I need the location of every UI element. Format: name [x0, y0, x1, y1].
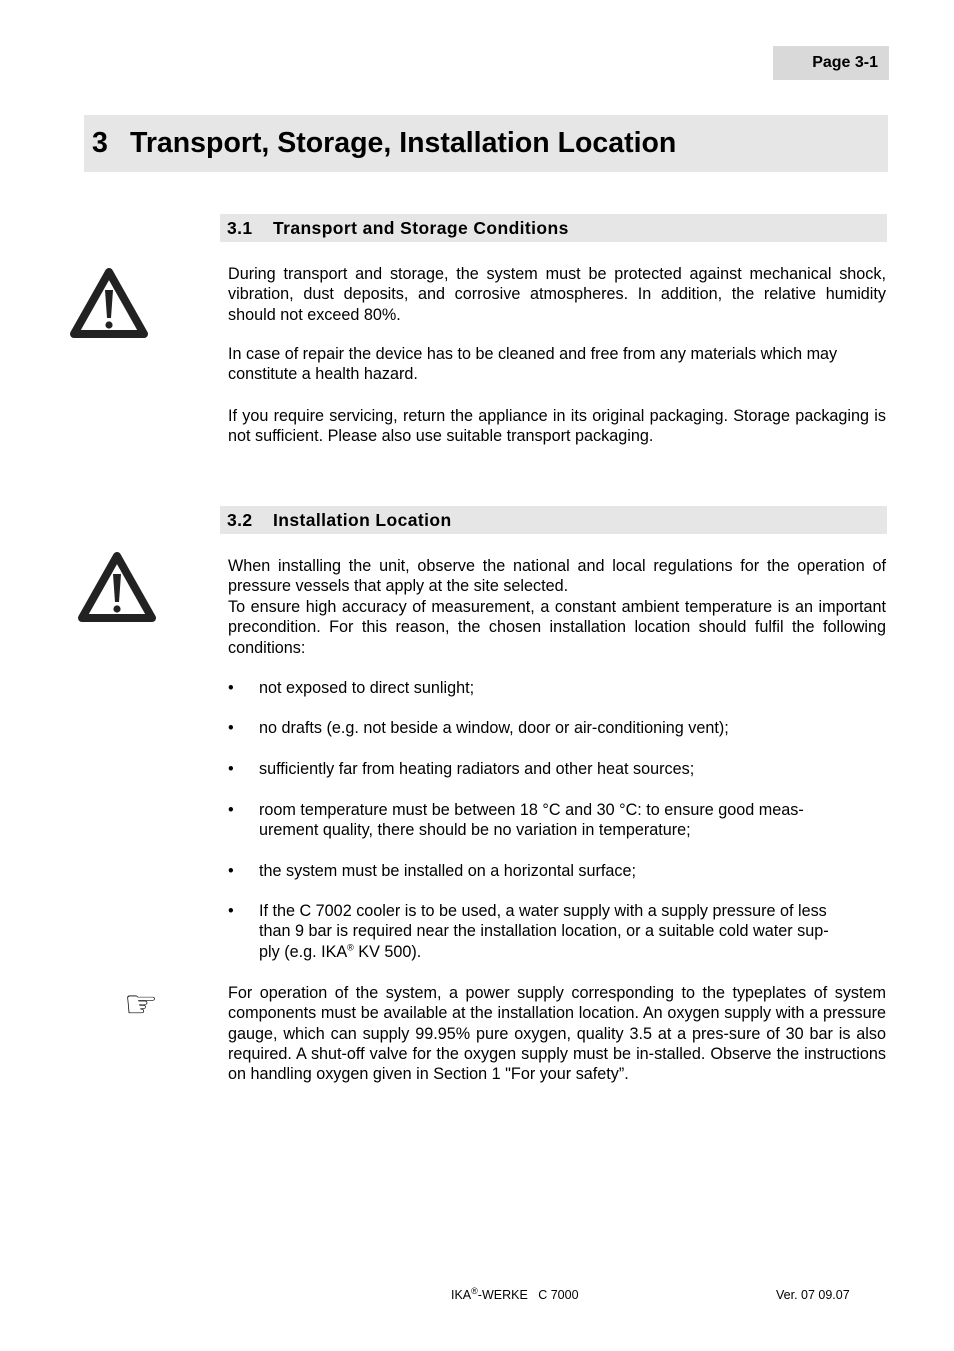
list-item-text: sufficiently far from heating radiators and other heat sources;: [259, 760, 695, 778]
list-item-text: room temperature must be between 18 °C and 30 °C: to ensure good meas-urement quality, there should be no variation in temperature;: [259, 801, 804, 840]
chapter-number: 3: [92, 127, 108, 159]
list-item: [228, 800, 853, 841]
transport-paragraph-2: In case of repair the device has to be cleaned and free from any materials which may constitute a health hazard.: [228, 345, 838, 384]
power-supply-note: For operation of the system, a power supply corresponding to the typeplates of system components must be available at the installation location. An oxygen supply with a pressure gauge, which can supply 99.95% pure oxygen, quality 3.5 at a pres-sure of 30 bar is also required. A shut-off valve for the oxygen supply must be in-stalled. Observe the instructions on handling oxygen given in Section 1 "For your safety”.: [228, 984, 886, 1084]
bullet-symbol: •: [228, 801, 234, 819]
cooler-line-2: than 9 bar is required near the installation location, or a suitable cold water sup-: [259, 922, 829, 941]
bullet-symbol: •: [228, 719, 234, 737]
section-title: Transport and Storage Conditions: [273, 218, 569, 238]
list-item-text: [259, 901, 886, 962]
list-item-text: not exposed to direct sunlight;: [259, 679, 475, 697]
warning-triangle-icon: [69, 266, 149, 340]
warning-triangle-icon: [77, 550, 157, 624]
section-title: Installation Location: [273, 510, 452, 530]
registered-mark: ®: [347, 942, 354, 953]
footer-brand-suffix: -WERKE: [477, 1288, 528, 1302]
footer-version: Ver. 07 09.07: [776, 1288, 850, 1302]
bullet-symbol: •: [228, 862, 234, 880]
list-item: [228, 861, 886, 881]
list-item: [228, 678, 886, 698]
section-heading-transport: [220, 214, 887, 242]
footer-model: C 7000: [538, 1288, 579, 1302]
transport-paragraph-1: During transport and storage, the system must be protected against mechanical shock, vibration, dust deposits, and corrosive atmospheres. In addition, the relative humidity should not exceed 80%.: [228, 265, 886, 324]
section-number: 3.2: [227, 510, 253, 530]
transport-paragraph-3: If you require servicing, return the appliance in its original packaging. Storage packaging is not sufficient. Please also use suitable transport packaging.: [228, 407, 886, 446]
cooler-line-3-start: ply (e.g. IKA: [259, 942, 348, 961]
list-item-text: no drafts (e.g. not beside a window, door or air-conditioning vent);: [259, 719, 729, 737]
chapter-title: Transport, Storage, Installation Location: [130, 127, 677, 159]
registered-mark: ®: [471, 1285, 478, 1296]
cooler-line-3-end: KV 500).: [353, 942, 422, 961]
section-number: 3.1: [227, 218, 253, 238]
footer-brand: [451, 1287, 579, 1303]
installation-intro-1: When installing the unit, observe the national and local regulations for the operation of pressure vessels that apply at the site selected.: [228, 557, 886, 596]
bullet-symbol: •: [228, 679, 234, 697]
chapter-heading: [84, 115, 888, 172]
list-item: [228, 901, 886, 962]
footer-brand-name: IKA: [451, 1288, 472, 1302]
list-item: [228, 718, 886, 738]
list-item: [228, 759, 886, 779]
list-item-text: the system must be installed on a horizontal surface;: [259, 862, 636, 880]
section-heading-installation: [220, 506, 887, 534]
bullet-symbol: •: [228, 902, 234, 920]
page-number-label: Page 3-1: [773, 46, 889, 80]
pointing-hand-icon: ☞: [124, 984, 159, 1026]
cooler-line-1: If the C 7002 cooler is to be used, a water supply with a supply pressure of less: [259, 902, 827, 920]
installation-intro-2: To ensure high accuracy of measurement, a constant ambient temperature is an important precondition. For this reason, the chosen installation location should fulfil the following conditions:: [228, 598, 886, 657]
bullet-symbol: •: [228, 760, 234, 778]
